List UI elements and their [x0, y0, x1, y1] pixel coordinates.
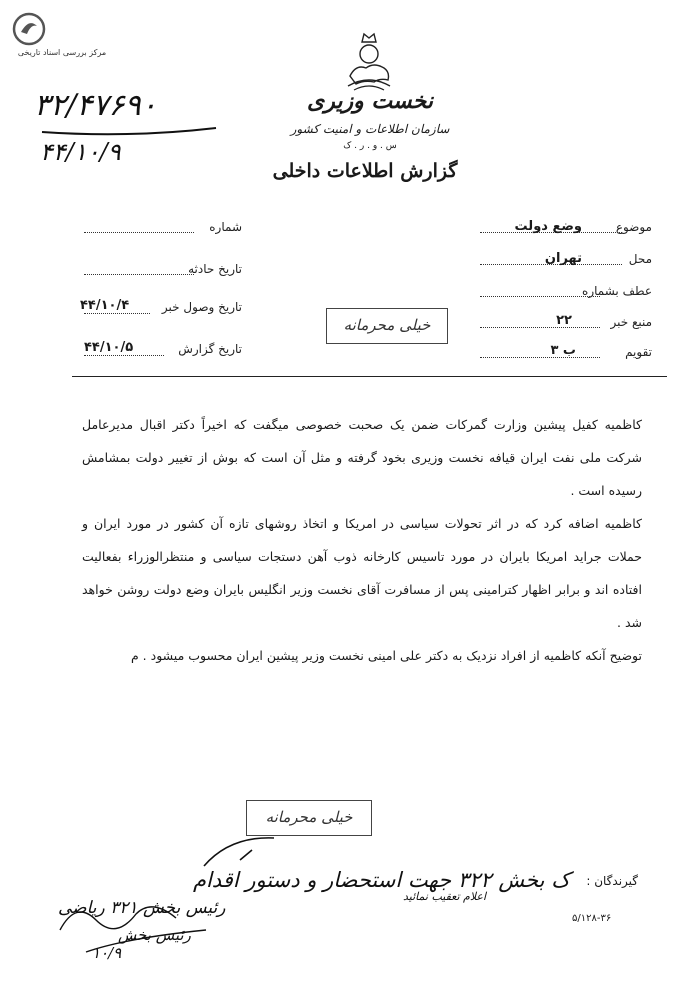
subject-label: موضوع	[615, 220, 652, 234]
archive-logo-icon	[12, 12, 46, 46]
evaluation-label: تقویم	[625, 345, 652, 359]
received-date-label: تاریخ وصول خبر	[161, 300, 242, 314]
handwritten-check-mark	[200, 830, 280, 870]
evaluation-line	[480, 357, 600, 358]
attached-label: عطف بشماره	[582, 284, 652, 298]
classification-stamp-bottom: خیلی محرمانه	[246, 800, 372, 836]
handwritten-referral-note: ک بخش ۳۲۲ جهت استحضار و دستور اقدام	[192, 868, 570, 892]
source-line	[480, 327, 600, 328]
source-value: ۲۲	[556, 313, 572, 328]
event-date-label: تاریخ حادثه	[188, 262, 242, 276]
header-divider	[72, 376, 667, 377]
organization-code: س . و . ر . ک	[343, 141, 397, 151]
report-date-value: ۴۴/۱۰/۵	[84, 340, 134, 355]
handwritten-date: ۴۴/۱۰/۹	[40, 138, 121, 166]
event-date-line	[84, 274, 194, 275]
subject-value: وضع دولت	[514, 219, 582, 234]
handwritten-signature-title: رئیس بخش	[118, 926, 191, 944]
source-label: منبع خبر	[610, 315, 652, 329]
number-label: شماره	[209, 220, 242, 234]
body-paragraph: کاظمیه اضافه کرد که در اثر تحولات سیاسی در امریکا و اتخاذ روشهای تازه آن کشور در مورد ایران و حملات جراید امریکا بایران در مورد تاسیس کارخانه ذوب آهن دستجات سیاسی و منتظرالوزراء بفعالیت افتاده اند و برابر اظهار کترامینی پس از مسافرت آقای نخست وزیر انگلیس بایران وضع دولت روشن خواهد شد .	[82, 516, 642, 630]
receivers-label: گیرندگان :	[586, 874, 638, 888]
organization-name: سازمان اطلاعات و امنیت کشور	[290, 122, 450, 136]
handwritten-reference-number: ۳۲/۴۷۶۹۰	[34, 88, 157, 123]
body-paragraph: کاظمیه کفیل پیشین وزارت گمرکات ضمن یک صحبت خصوصی میگفت که اخیراً دکتر اقبال مدیرعامل شرکت ملی نفت ایران قیافه نخست وزیری بخود گرفته و مثل آن است که بوش از تغییر دولت بمشامش رسیده است .	[82, 417, 642, 498]
received-date-line	[84, 313, 150, 314]
report-date-line	[84, 355, 164, 356]
body-paragraph: توضیح آنکه کاظمیه از افراد نزدیک به دکتر علی امینی نخست وزیر پیشین ایران محسوب میشود . م	[130, 648, 642, 663]
place-label: محل	[628, 252, 652, 266]
report-date-label: تاریخ گزارش	[178, 342, 242, 356]
report-title: گزارش اطلاعات داخلی	[272, 160, 458, 182]
received-date-value: ۴۴/۱۰/۴	[80, 298, 130, 313]
handwritten-referral-note-continued: اعلام تعقیب نمائید	[403, 890, 486, 903]
archive-caption: مرکز بررسی اسناد تاریخی	[17, 48, 107, 57]
file-reference: ۵/۱۲۸-۳۶	[572, 913, 612, 924]
signature-scribble	[56, 890, 216, 960]
lion-and-sun-emblem-icon	[340, 28, 398, 92]
handwritten-signature-date: ۱۰/۹	[92, 944, 122, 962]
number-line	[84, 232, 194, 233]
place-value: تهران	[544, 251, 582, 266]
ministry-name: نخست وزیری	[307, 88, 433, 114]
evaluation-value: ب ۳	[550, 343, 576, 358]
classification-stamp: خیلی محرمانه	[326, 308, 448, 344]
handwritten-signature-line: رئیس بخش ۳۲۱ ریاضی	[58, 898, 226, 918]
attached-line	[480, 296, 600, 297]
underline-stroke	[40, 124, 220, 138]
report-body	[82, 408, 642, 672]
